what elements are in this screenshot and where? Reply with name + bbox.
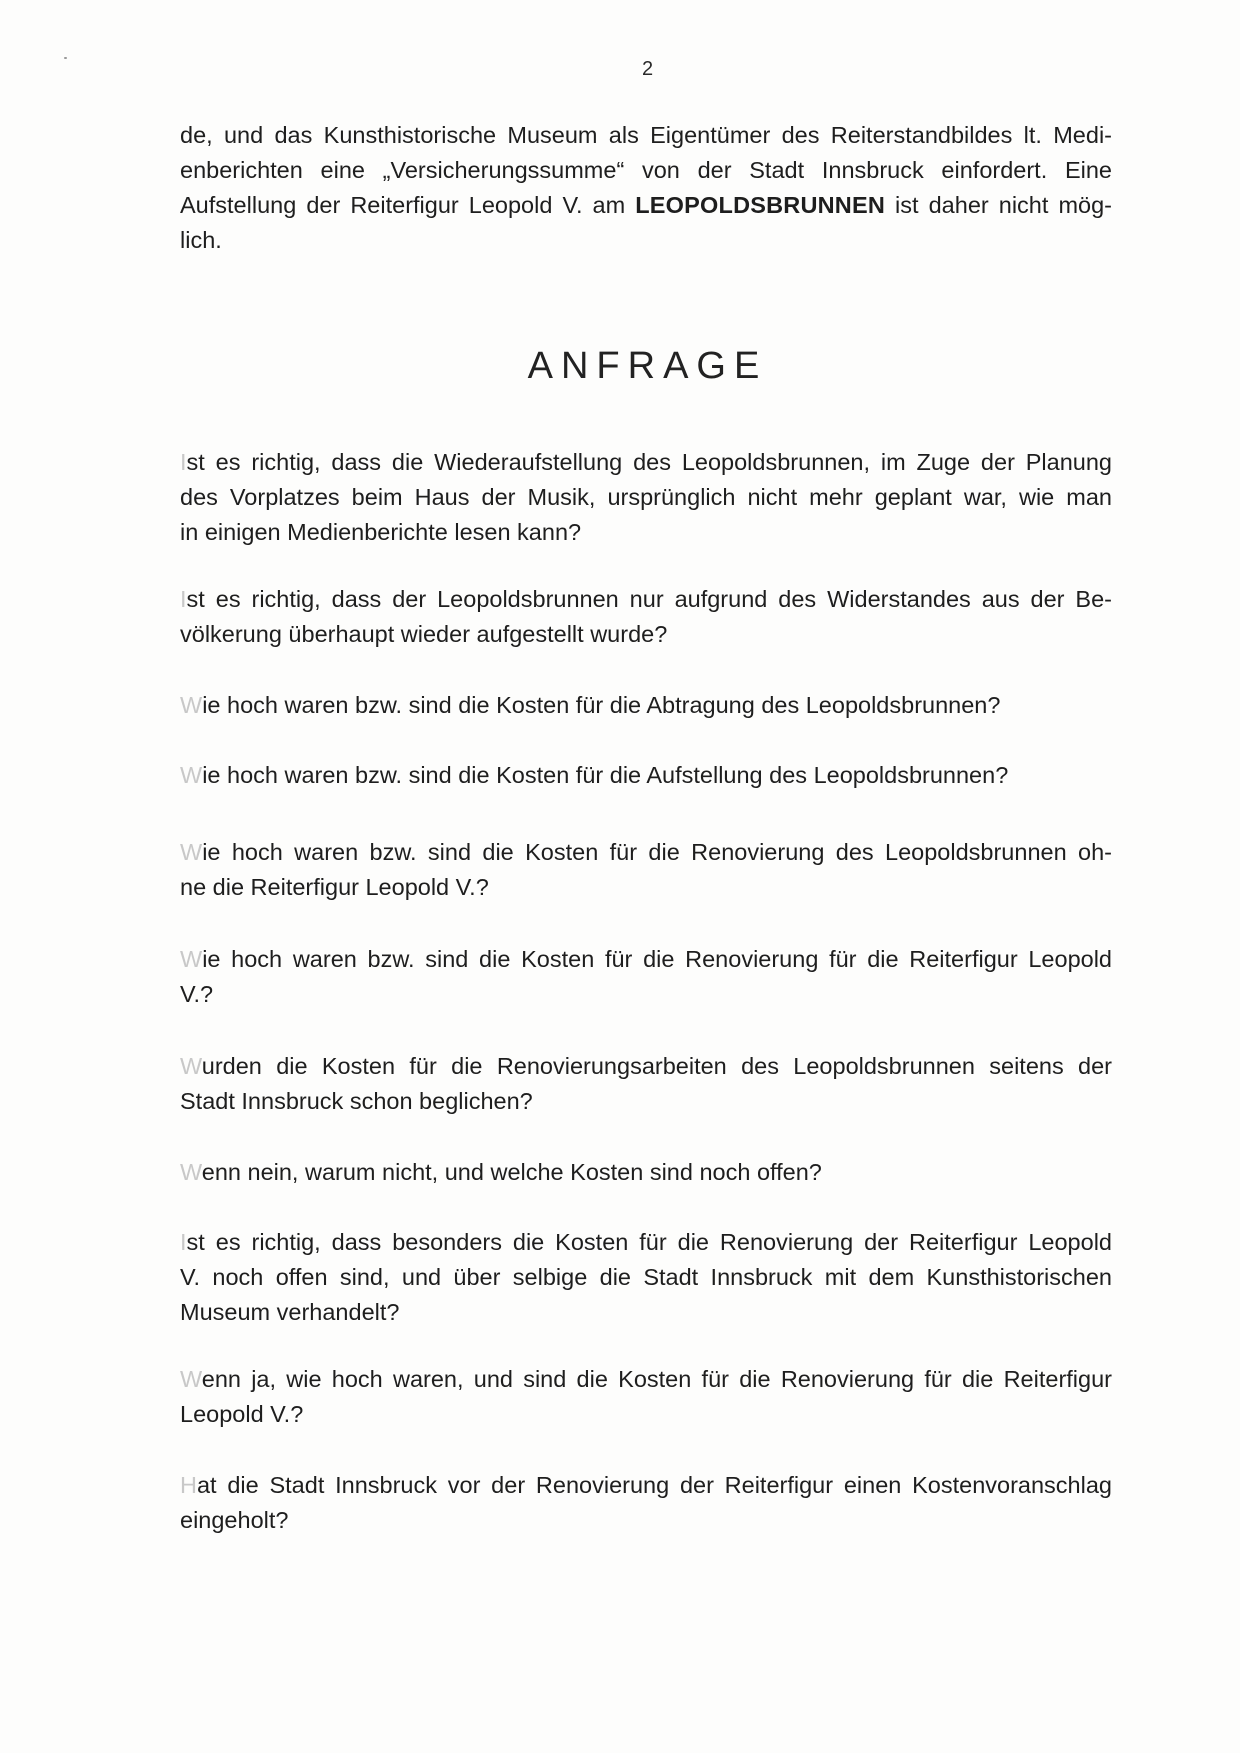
question-10: [180, 1362, 1112, 1432]
question-text: enn nein, warum nicht, und welche Kosten sind noch offen?: [201, 1159, 822, 1185]
question-line: [180, 445, 1112, 480]
question-line: des Vorplatzes beim Haus der Musik, ursprünglich nicht mehr geplant war, wie man: [180, 484, 1112, 510]
intro-line: [180, 188, 1112, 223]
faded-initial: W: [180, 692, 203, 718]
faded-initial: W: [180, 1366, 202, 1392]
question-line: [180, 942, 1112, 977]
question-line: [180, 1225, 1112, 1260]
question-text: urden die Kosten für die Renovierungsarbeiten des Leopoldsbrunnen seitens der: [201, 1053, 1112, 1079]
question-text: enn ja, wie hoch waren, und sind die Kosten für die Renovierung für die Reiterfigur: [201, 1366, 1112, 1392]
question-text: ie hoch waren bzw. sind die Kosten für die Aufstellung des Leopoldsbrunnen?: [202, 762, 1009, 788]
page-number: 2: [641, 58, 654, 80]
faded-initial: I: [180, 586, 187, 612]
faded-initial: W: [180, 1053, 202, 1079]
question-7: [180, 1049, 1112, 1119]
question-line: [180, 758, 1008, 793]
faded-initial: W: [180, 762, 203, 788]
question-line: [180, 1468, 1112, 1503]
intro-line: de, und das Kunsthistorische Museum als Eigentümer des Reiterstandbildes lt. Medi-: [180, 122, 1112, 148]
question-text: at die Stadt Innsbruck vor der Renovierung der Reiterfigur einen Kostenvoranschlag: [196, 1472, 1112, 1498]
question-text: ie hoch waren bzw. sind die Kosten für die Renovierung des Leopoldsbrunnen oh-: [202, 839, 1112, 865]
faded-initial: W: [180, 839, 203, 865]
leopoldsbrunnen-emphasis: LEOPOLDSBRUNNEN: [635, 192, 886, 218]
question-1: [180, 445, 1112, 550]
question-line: Museum verhandelt?: [180, 1299, 400, 1325]
intro-text: ist daher nicht mög-: [885, 192, 1112, 218]
question-8: [180, 1155, 822, 1190]
intro-line: enberichten eine „Versicherungssumme“ von der Stadt Innsbruck einfordert. Eine: [180, 157, 1112, 183]
question-line: ne die Reiterfigur Leopold V.?: [180, 874, 489, 900]
faded-initial: W: [180, 1159, 202, 1185]
question-11: [180, 1468, 1112, 1538]
intro-text: Aufstellung der Reiterfigur Leopold V. am: [180, 192, 636, 218]
question-line: [180, 1049, 1112, 1084]
question-3: [180, 688, 1000, 723]
question-text: ie hoch waren bzw. sind die Kosten für die Abtragung des Leopoldsbrunnen?: [202, 692, 1001, 718]
faded-initial: I: [180, 449, 187, 475]
question-line: [180, 835, 1112, 870]
question-line: [180, 582, 1112, 617]
question-line: [180, 1155, 822, 1190]
question-line: V. noch offen sind, und über selbige die Stadt Innsbruck mit dem Kunsthistorischen: [180, 1264, 1112, 1290]
intro-paragraph: [180, 118, 1112, 258]
question-line: [180, 1362, 1112, 1397]
question-4: [180, 758, 1008, 793]
question-text: st es richtig, dass der Leopoldsbrunnen nur aufgrund des Widerstandes aus der Be-: [186, 586, 1112, 612]
question-text: st es richtig, dass besonders die Kosten für die Renovierung der Reiterfigur Leopold: [186, 1229, 1112, 1255]
intro-line: lich.: [180, 227, 222, 253]
question-5: [180, 835, 1112, 905]
question-line: eingeholt?: [180, 1507, 289, 1533]
faded-initial: H: [180, 1472, 197, 1498]
question-text: st es richtig, dass die Wiederaufstellung des Leopoldsbrunnen, im Zuge der Planung: [186, 449, 1112, 475]
question-line: Leopold V.?: [180, 1401, 304, 1427]
question-2: [180, 582, 1112, 652]
question-text: ie hoch waren bzw. sind die Kosten für die Renovierung für die Reiterfigur Leopold: [202, 946, 1112, 972]
question-line: V.?: [180, 981, 214, 1007]
question-6: [180, 942, 1112, 1012]
question-line: [180, 688, 1000, 723]
question-line: in einigen Medienberichte lesen kann?: [180, 519, 582, 545]
question-line: völkerung überhaupt wieder aufgestellt wurde?: [180, 621, 668, 647]
heading-anfrage: ANFRAGE: [527, 345, 768, 387]
faded-initial: I: [180, 1229, 187, 1255]
question-9: [180, 1225, 1112, 1330]
faded-initial: W: [180, 946, 203, 972]
question-line: Stadt Innsbruck schon beglichen?: [180, 1088, 533, 1114]
